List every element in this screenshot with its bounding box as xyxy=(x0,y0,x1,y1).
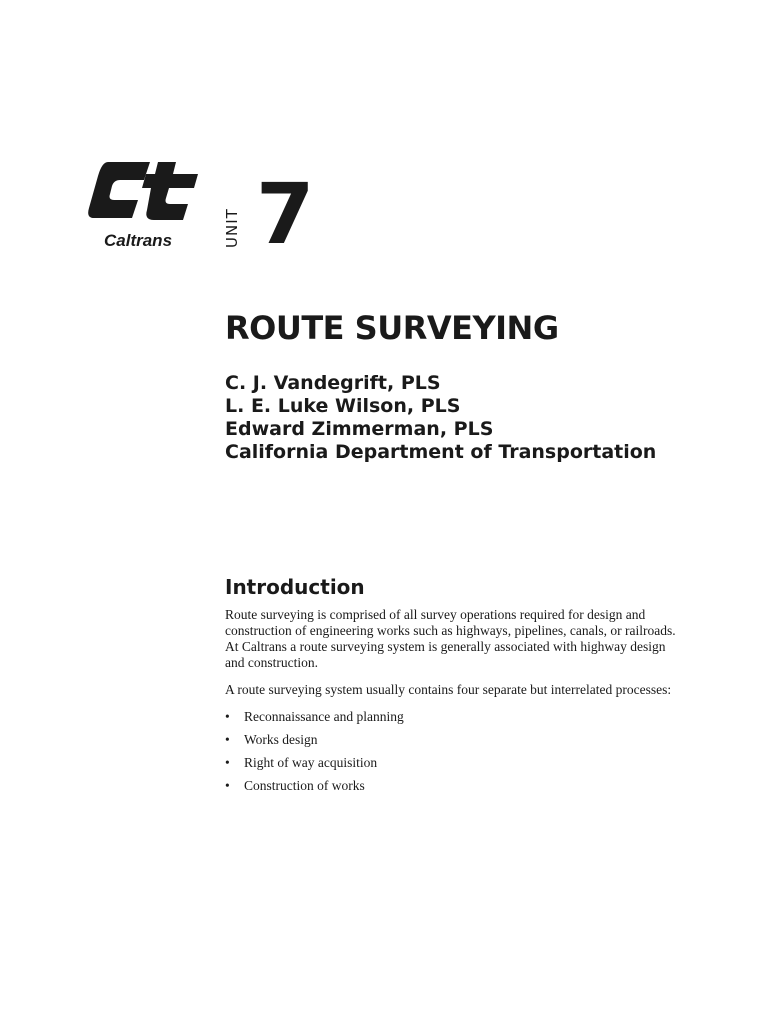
paragraph: Route surveying is comprised of all survey operations required for design and construction of engineering works such as highways, pipelines, canals, or railroads. At Caltrans a route surveying system is generally associated with highway design and construction. xyxy=(225,607,676,670)
unit-label-text: UNIT xyxy=(223,208,241,248)
list-item-text: Right of way acquisition xyxy=(244,755,378,770)
list-item xyxy=(225,709,681,725)
author-line: Edward Zimmerman, PLS xyxy=(225,418,494,440)
page-title: ROUTE SURVEYING xyxy=(225,309,559,347)
caltrans-wordmark: Caltrans xyxy=(104,231,173,250)
list-item xyxy=(225,732,681,748)
bullet-icon: • xyxy=(225,732,230,747)
author-list xyxy=(225,372,656,464)
bullet-icon: • xyxy=(225,778,230,793)
list-item-text: Reconnaissance and planning xyxy=(244,709,404,724)
list-item-text: Works design xyxy=(244,732,318,747)
bullet-icon: • xyxy=(225,755,230,770)
list-item xyxy=(225,778,681,794)
author-line: L. E. Luke Wilson, PLS xyxy=(225,395,461,417)
introduction-body xyxy=(225,607,681,801)
author-affiliation: California Department of Transportation xyxy=(225,441,657,463)
bullet-icon: • xyxy=(225,709,230,724)
section-heading-introduction: Introduction xyxy=(225,575,365,599)
paragraph: A route surveying system usually contains four separate but interrelated processes: xyxy=(225,682,672,697)
caltrans-logo xyxy=(88,158,200,253)
caltrans-ct-logo-icon xyxy=(88,158,200,253)
unit-label xyxy=(222,182,244,250)
list-item-text: Construction of works xyxy=(244,778,365,793)
process-list xyxy=(225,709,681,794)
unit-number: 7 xyxy=(256,165,315,263)
author-line: C. J. Vandegrift, PLS xyxy=(225,372,441,394)
list-item xyxy=(225,755,681,771)
